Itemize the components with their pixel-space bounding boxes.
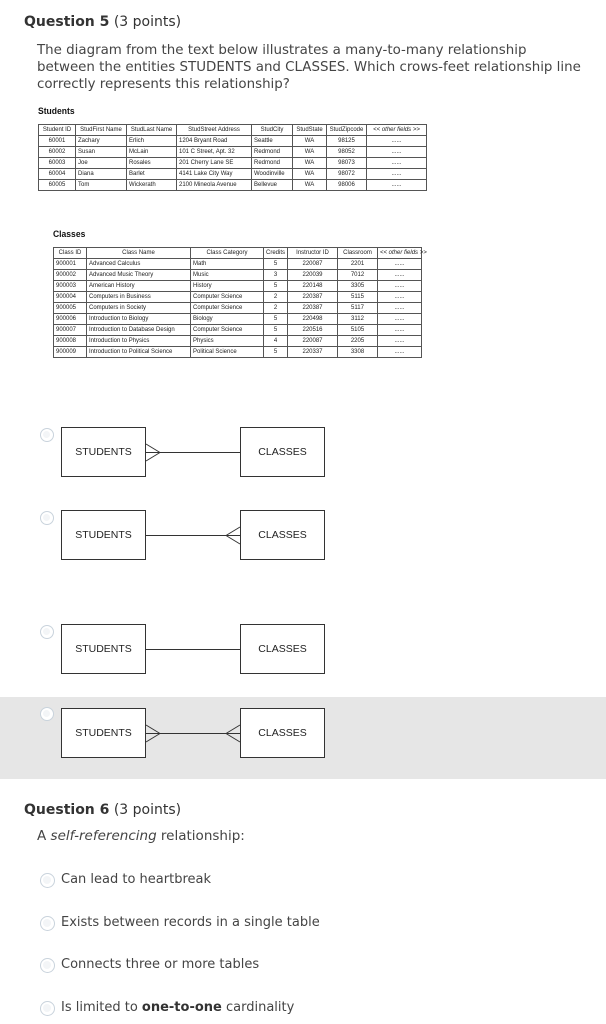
question-6-title: Question 6 [24,802,110,818]
table-cell: 2205 [338,336,378,347]
table-cell: ...... [378,270,422,281]
table-cell: 5115 [338,292,378,303]
students-table-title: Students [38,106,75,117]
q6-option-1-label[interactable] [61,872,211,887]
q5-option-3[interactable] [0,617,606,687]
table-cell: 101 C Street, Apt. 32 [177,147,252,158]
table-cell: Biology [191,314,264,325]
q6-option-3-label[interactable] [61,957,259,972]
table-cell: Introduction to Political Science [87,347,191,358]
classes-header-cell: << other fields >> [378,248,422,259]
table-cell: Physics [191,336,264,347]
table-cell: 98072 [327,169,367,180]
table-cell: 4 [264,336,288,347]
table-cell: WA [293,169,327,180]
question-6-points: (3 points) [113,802,182,818]
q5-option-1[interactable] [0,420,606,490]
table-cell: WA [293,180,327,191]
table-cell: Music [191,270,264,281]
q6-option-1-text: Can lead to heartbreak [61,872,212,887]
table-cell: ...... [367,136,427,147]
question-6-prompt [37,828,582,845]
table-cell: ...... [378,281,422,292]
table-cell: 5 [264,347,288,358]
table-cell: ...... [378,259,422,270]
plain-relationship-line [146,649,240,651]
table-cell: ...... [367,147,427,158]
classes-entity-box: CLASSES [240,708,325,758]
students-header-cell: << other fields >> [367,125,427,136]
table-cell: 900007 [54,325,87,336]
table-cell: WA [293,158,327,169]
table-cell: ...... [378,325,422,336]
table-row [39,136,427,147]
students-header-cell: StudZipcode [327,125,367,136]
table-cell: Susan [76,147,127,158]
table-cell: 900005 [54,303,87,314]
table-cell: Computer Science [191,303,264,314]
table-cell: WA [293,147,327,158]
q5-option-4-radio[interactable] [40,707,54,721]
table-cell: ...... [367,158,427,169]
table-cell: 60005 [39,180,76,191]
table-cell: 900008 [54,336,87,347]
classes-table-title: Classes [53,229,86,240]
table-cell: Zachary [76,136,127,147]
table-row [54,314,422,325]
table-cell: ...... [378,292,422,303]
table-cell: 220148 [288,281,338,292]
table-cell: 60004 [39,169,76,180]
table-cell: WA [293,136,327,147]
prompt-emphasis: self-referencing [50,828,157,844]
table-cell: 900001 [54,259,87,270]
table-cell: 3308 [338,347,378,358]
students-header-cell: StudStreet Address [177,125,252,136]
table-cell: ...... [367,180,427,191]
table-cell: Wickerath [127,180,177,191]
q6-option-2-label[interactable] [61,915,320,930]
classes-header-cell: Credits [264,248,288,259]
table-cell: 2100 Mineola Avenue [177,180,252,191]
q6-option-4-text-pre: Is limited to [61,1000,142,1015]
table-cell: ...... [367,169,427,180]
table-cell: Diana [76,169,127,180]
table-cell: 5 [264,259,288,270]
q6-option-3-radio[interactable] [40,958,55,973]
table-cell: 2 [264,292,288,303]
students-entity-box: STUDENTS [61,510,146,560]
table-cell: 220087 [288,259,338,270]
table-cell: Advanced Music Theory [87,270,191,281]
table-row [54,292,422,303]
table-cell: Bellevue [252,180,293,191]
table-cell: Tom [76,180,127,191]
students-entity-box: STUDENTS [61,427,146,477]
table-cell: 5 [264,281,288,292]
question-5-title: Question 5 [24,14,110,30]
students-header-cell: StudLast Name [127,125,177,136]
table-cell: Barlet [127,169,177,180]
table-cell: 5117 [338,303,378,314]
table-cell: 201 Cherry Lane SE [177,158,252,169]
table-cell: 98006 [327,180,367,191]
q5-option-1-radio[interactable] [40,428,54,442]
table-cell: 5 [264,314,288,325]
table-cell: 3305 [338,281,378,292]
table-cell: 3 [264,270,288,281]
table-cell: 98073 [327,158,367,169]
table-cell: 220498 [288,314,338,325]
table-cell: 98125 [327,136,367,147]
q5-option-2-radio[interactable] [40,511,54,525]
crows-foot-line-right-many [146,535,240,537]
table-cell: Math [191,259,264,270]
table-cell: 220337 [288,347,338,358]
q6-option-4-text-post: cardinality [221,1000,295,1015]
q6-option-4-text-bold: one-to-one [141,1000,222,1015]
table-cell: 900006 [54,314,87,325]
classes-header-cell: Instructor ID [288,248,338,259]
table-row [54,270,422,281]
students-header-cell: StudFirst Name [76,125,127,136]
table-row [54,303,422,314]
table-row [54,281,422,292]
prompt-pre: A [37,828,51,844]
students-entity-box: STUDENTS [61,708,146,758]
q6-option-2-radio[interactable] [40,916,55,931]
table-row [39,158,427,169]
table-cell: Computer Science [191,325,264,336]
q6-option-1-radio[interactable] [40,873,55,888]
table-cell: 98052 [327,147,367,158]
table-cell: Erlich [127,136,177,147]
table-cell: ...... [378,336,422,347]
table-cell: ...... [378,303,422,314]
table-cell: 5105 [338,325,378,336]
students-table [38,124,427,191]
classes-entity-box: CLASSES [240,510,325,560]
table-cell: Woodinville [252,169,293,180]
classes-header-cell: Classroom [338,248,378,259]
table-cell: Computers in Society [87,303,191,314]
table-cell: 220387 [288,292,338,303]
table-row [54,259,422,270]
table-cell: Introduction to Database Design [87,325,191,336]
table-cell: American History [87,281,191,292]
students-header-cell: StudState [293,125,327,136]
table-row [39,147,427,158]
table-cell: ...... [378,347,422,358]
students-header-cell: StudCity [252,125,293,136]
classes-table [53,247,427,358]
table-cell: 60003 [39,158,76,169]
classes-entity-box: CLASSES [240,624,325,674]
table-row [39,169,427,180]
table-row [54,347,422,358]
table-cell: 220087 [288,336,338,347]
table-row [54,325,422,336]
table-cell: 60001 [39,136,76,147]
table-cell: Joe [76,158,127,169]
question-5-text: The diagram from the text below illustrates a many-to-many relationship between the entities STUDENTS and CLASSES. Which crows-feet relationship line correctly represents this relationship? [37,43,581,92]
classes-entity-box: CLASSES [240,427,325,477]
table-cell: Computer Science [191,292,264,303]
table-cell: 220387 [288,303,338,314]
students-header-cell: Student ID [39,125,76,136]
table-cell: Redmond [252,147,293,158]
question-5-points: (3 points) [113,14,182,30]
table-cell: History [191,281,264,292]
table-cell: 220516 [288,325,338,336]
q5-option-4[interactable] [0,697,606,779]
question-5-header [24,14,181,30]
table-cell: Redmond [252,158,293,169]
crows-foot-line-both-many [146,733,240,735]
table-row [54,336,422,347]
table-cell: Introduction to Biology [87,314,191,325]
table-cell: ...... [378,314,422,325]
classes-header-cell: Class Name [87,248,191,259]
table-cell: McLain [127,147,177,158]
table-cell: 60002 [39,147,76,158]
prompt-post: relationship: [156,828,245,844]
table-cell: 4141 Lake City Way [177,169,252,180]
table-row [39,180,427,191]
table-cell: 900004 [54,292,87,303]
table-cell: Computers in Business [87,292,191,303]
classes-header-cell: Class ID [54,248,87,259]
crows-foot-line-left-many [146,452,240,454]
table-cell: 3112 [338,314,378,325]
table-cell: 2201 [338,259,378,270]
students-entity-box: STUDENTS [61,624,146,674]
q6-option-3-text: Connects three or more tables [61,957,260,972]
table-cell: 900002 [54,270,87,281]
table-cell: 5 [264,325,288,336]
q6-option-4-radio[interactable] [40,1001,55,1016]
table-cell: Advanced Calculus [87,259,191,270]
q5-option-3-radio[interactable] [40,625,54,639]
q6-option-4-label[interactable] [61,1000,294,1015]
table-cell: 900003 [54,281,87,292]
table-cell: 2 [264,303,288,314]
table-cell: Political Science [191,347,264,358]
table-cell: Rosales [127,158,177,169]
q5-option-2[interactable] [0,503,606,573]
question-6-header [24,802,181,818]
table-cell: Introduction to Physics [87,336,191,347]
table-cell: 220039 [288,270,338,281]
table-cell: 7012 [338,270,378,281]
table-cell: 900009 [54,347,87,358]
q6-option-2-text: Exists between records in a single table [61,915,320,930]
table-cell: 1204 Bryant Road [177,136,252,147]
classes-header-cell: Class Category [191,248,264,259]
table-cell: Seattle [252,136,293,147]
